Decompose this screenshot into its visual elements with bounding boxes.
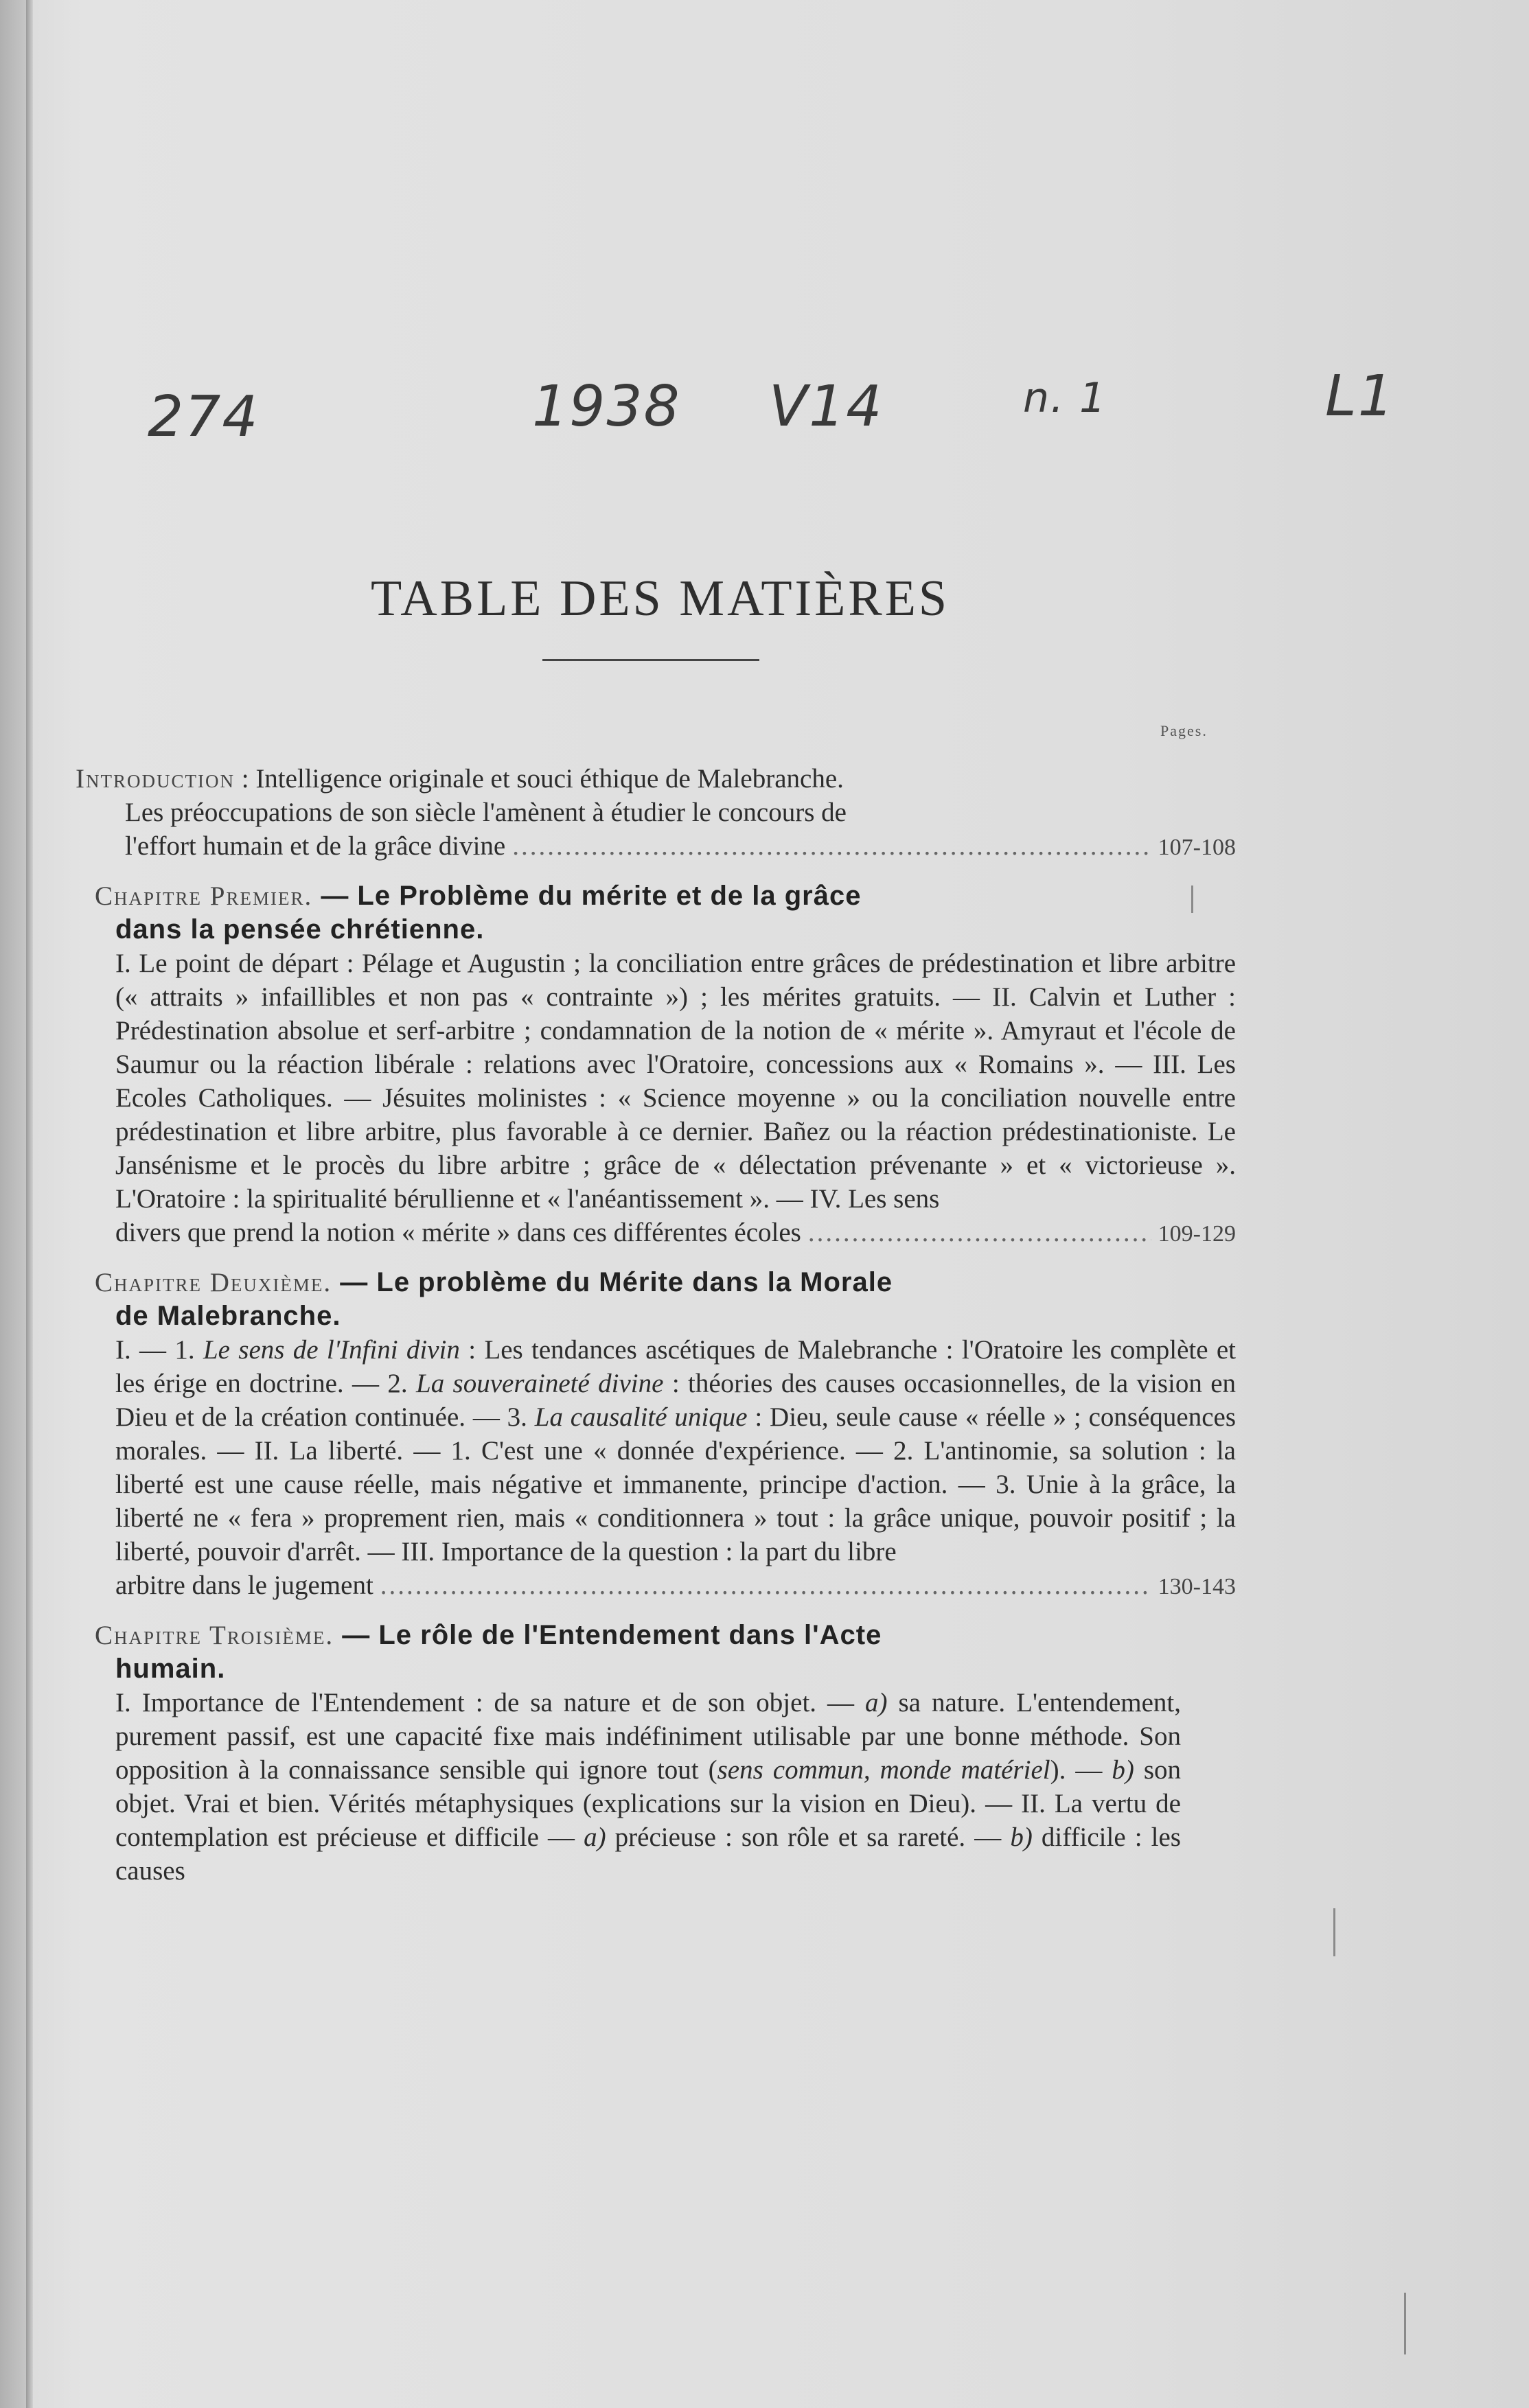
page-binding-edge [26, 0, 33, 2408]
summary-emphasis: a) [584, 1822, 606, 1852]
summary-emphasis: sens commun, monde matériel [717, 1755, 1050, 1785]
handwritten-note-e: L1 [1325, 364, 1395, 429]
entry-text-line: Les préoccupations de son siècle l'amènent à étudier le concours de [125, 798, 847, 827]
page-range: 130-143 [1158, 1574, 1236, 1599]
summary-emphasis: La souveraineté divine [416, 1369, 664, 1398]
chapter-label: Chapitre Deuxième. [95, 1268, 332, 1297]
chapter-summary [95, 1333, 1236, 1568]
summary-emphasis: b) [1112, 1755, 1134, 1785]
page-edge-shadow [0, 0, 26, 2408]
chapter-title: — Le rôle de l'Entendement dans l'Acte [334, 1620, 882, 1650]
toc-entry-introduction [76, 762, 1236, 864]
pages-column-label: Pages. [1160, 722, 1208, 739]
summary-emphasis: La causalité unique [534, 1402, 748, 1432]
dot-leader [380, 1568, 1151, 1602]
page-range: 109-129 [1158, 1221, 1236, 1247]
summary-emphasis: a) [865, 1688, 888, 1717]
entry-text-last: l'effort humain et de la grâce divine [125, 831, 506, 861]
summary-part: : Dieu, seule cause « réelle » ; conséquences morales. — II. La liberté. — 1. C'est une « donnée d'expérience. — 2. L'antinomie, sa solution : la liberté est une cause réelle, mais négative et immanente, principe d'action. — 3. Unie à la grâce, la liberté ne « fera » proprement rien, mais « conditionnera » tout : la grâce unique, pouvoir positif ; la liberté, pouvoir d'arrêt. — III. Importance de la question : la part du libre [115, 1402, 1237, 1566]
handwritten-note-a: 274 [148, 384, 260, 450]
chapter-summary-last: divers que prend la notion « mérite » dans ces différentes écoles [115, 1218, 801, 1247]
chapter-title-cont: humain. [115, 1654, 226, 1684]
summary-part: sa nature. L'entendement, purement passif, est une capacité fixe mais indéfiniment utilisable par une bonne méthode. Son opposition à la connaissance sensible qui ignore tout ( [115, 1688, 1182, 1785]
dot-leader [512, 829, 1151, 863]
chapter-title-cont: dans la pensée chrétienne. [115, 914, 485, 945]
margin-pencil-mark [1404, 2293, 1406, 2354]
chapter-summary-last: arbitre dans le jugement [115, 1571, 373, 1600]
chapter-title: — Le Problème du mérite et de la grâce [312, 881, 862, 911]
summary-part: précieuse : son rôle et sa rareté. — [606, 1822, 1011, 1852]
page-range: 107-108 [1158, 835, 1236, 860]
entry-leader-line [76, 829, 1236, 864]
summary-part: I. Importance de l'Entendement : de sa nature et de son objet. — [115, 1688, 866, 1717]
chapter-summary: I. Le point de départ : Pélage et Augustin ; la conciliation entre grâces de prédestination et libre arbitre (« attraits » infaillibles et non pas « contrainte ») ; les mérites gratuits. — II. Calvin et Luther : Prédestination absolue et serf-arbitre ; condamnation de la notion de « mérite ». Amyraut et l'école de Saumur ou la réaction libérale : relations avec l'Oratoire, concessions aux « Romains ». — III. Les Ecoles Catholiques. — Jésuites molinistes : « Science moyenne » ou la conciliation nouvelle entre prédestination et libre arbitre, plus favorable à ce dernier. Bañez ou la réaction prédestinationiste. Le Jansénisme et le procès du libre arbitre ; grâce de « délectation prévenante » et « victorieuse ». L'Oratoire : la spiritualité bérullienne et « l'anéantissement ». — IV. Les sens [115, 949, 1236, 1214]
summary-part: : Les tendances ascétiques de Malebranche : l'Oratoire les complète et les érige en doctrine. — 2. [115, 1335, 1236, 1398]
chapter-label: Chapitre Premier. [95, 881, 313, 911]
entry-leader-line [95, 1216, 1236, 1251]
toc-entry-chapter-3 [76, 1619, 1236, 1888]
summary-emphasis: b) [1010, 1822, 1033, 1852]
page-title: TABLE DES MATIÈRES [371, 570, 950, 627]
dot-leader [808, 1216, 1151, 1249]
handwritten-note-b: 1938 [532, 374, 681, 439]
chapter-summary [95, 1686, 1181, 1888]
chapter-title: — Le problème du Mérite dans la Morale [332, 1267, 893, 1297]
entry-text: : Intelligence originale et souci éthique de Malebranche. [234, 764, 844, 794]
handwritten-note-c: V14 [769, 374, 884, 439]
entry-label: Introduction [76, 764, 235, 794]
margin-pencil-mark [1333, 1908, 1335, 1956]
summary-part: I. — 1. [115, 1335, 203, 1365]
table-of-contents [76, 762, 1236, 1903]
entry-leader-line [95, 1568, 1236, 1604]
toc-entry-chapter-1 [76, 879, 1236, 1251]
summary-part: difficile : les causes [115, 1822, 1181, 1886]
chapter-title-cont: de Malebranche. [115, 1301, 341, 1331]
chapter-label: Chapitre Troisième. [95, 1621, 334, 1650]
summary-part: : théories des causes occasionnelles, de la vision en Dieu et de la création continuée. — 3. [115, 1369, 1237, 1432]
title-divider [542, 659, 759, 661]
summary-part: ). — [1050, 1755, 1112, 1785]
summary-emphasis: Le sens de l'Infini divin [203, 1335, 460, 1365]
toc-entry-chapter-2 [76, 1266, 1236, 1604]
handwritten-note-d: n. 1 [1023, 374, 1107, 422]
summary-part: son objet. Vrai et bien. Vérités métaphysiques (explications sur la vision en Dieu). — II. La vertu de contemplation est précieuse et difficile — [115, 1755, 1181, 1852]
margin-pencil-mark [1191, 885, 1193, 913]
